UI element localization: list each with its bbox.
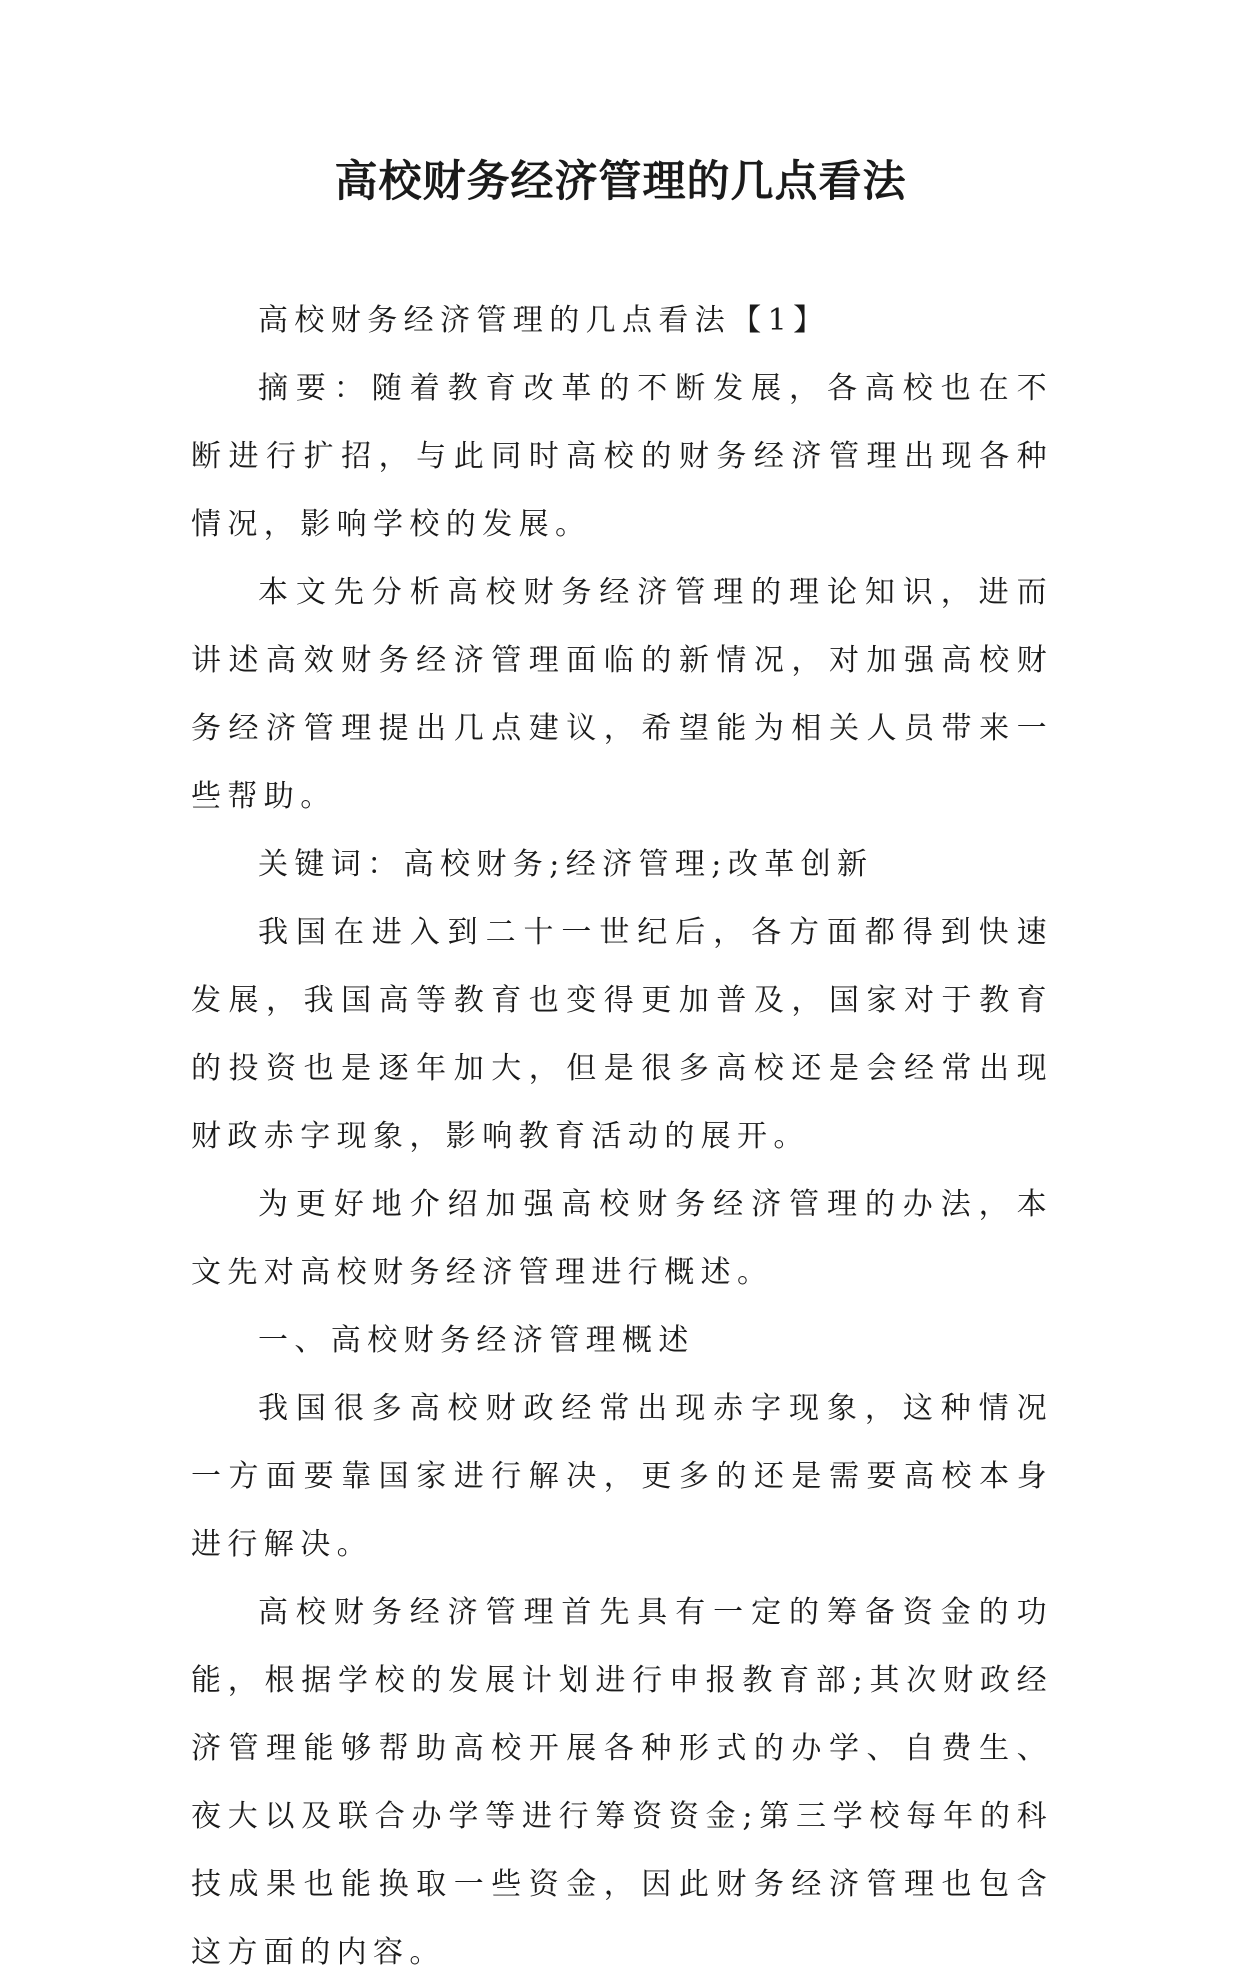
body-paragraph: 为更好地介绍加强高校财务经济管理的办法，本文先对高校财务经济管理进行概述。 <box>191 1187 1053 1290</box>
section-heading: 一、高校财务经济管理概述 <box>258 1323 695 1358</box>
body-paragraph: 我国很多高校财政经常出现赤字现象，这种情况一方面要靠国家进行解决，更多的还是需要高校本身进行解决。 <box>191 1391 1053 1562</box>
section-heading: 高校财务经济管理的几点看法【1】 <box>258 303 830 338</box>
document-title: 高校财务经济管理的几点看法 <box>334 157 907 207</box>
body-paragraph: 本文先分析高校财务经济管理的理论知识，进而讲述高效财务经济管理面临的新情况，对加强高校财务经济管理提出几点建议，希望能为相关人员带来一些帮助。 <box>191 575 1053 814</box>
keywords-line: 关键词：高校财务;经济管理;改革创新 <box>258 847 874 882</box>
document-body <box>191 287 1053 1987</box>
abstract-paragraph: 摘要：随着教育改革的不断发展，各高校也在不断进行扩招，与此同时高校的财务经济管理出现各种情况，影响学校的发展。 <box>191 371 1053 542</box>
body-paragraph: 我国在进入到二十一世纪后，各方面都得到快速发展，我国高等教育也变得更加普及，国家对于教育的投资也是逐年加大，但是很多高校还是会经常出现财政赤字现象，影响教育活动的展开。 <box>191 915 1053 1154</box>
body-paragraph: 高校财务经济管理首先具有一定的筹备资金的功能，根据学校的发展计划进行申报教育部;其次财政经济管理能够帮助高校开展各种形式的办学、自费生、夜大以及联合办学等进行筹资资金;第三学校每年的科技成果也能换取一些资金，因此财务经济管理也包含这方面的内容。 <box>191 1595 1053 1970</box>
